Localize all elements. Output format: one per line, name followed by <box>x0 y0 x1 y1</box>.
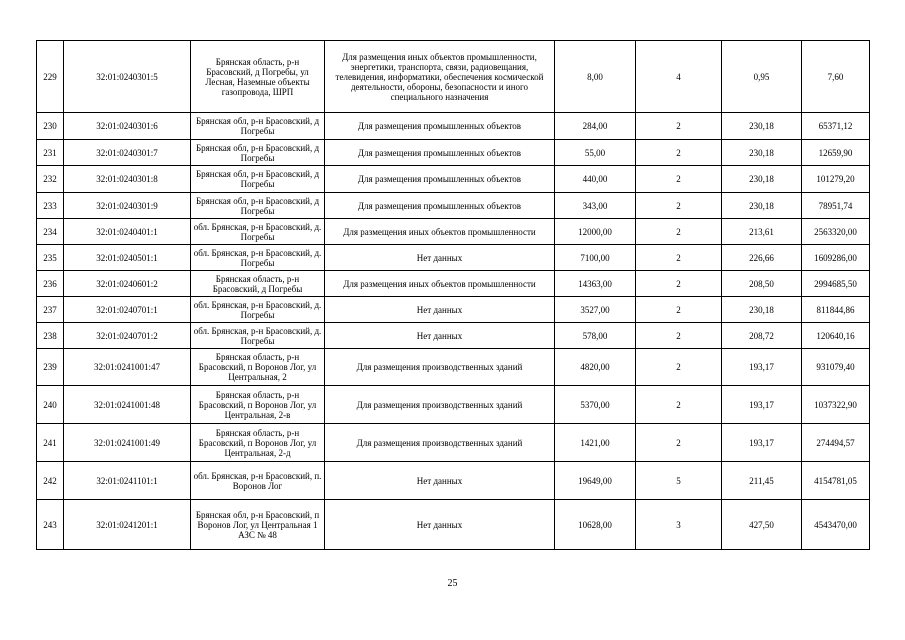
specific-value-cell: 230,18 <box>722 140 802 166</box>
cadastral-value-cell: 2563320,00 <box>802 219 870 245</box>
area-cell: 55,00 <box>555 140 636 166</box>
cadastral-value-cell: 4154781,05 <box>802 462 870 500</box>
address-cell: Брянская область, р-н Брасовский, д Погребы <box>191 271 325 297</box>
address-cell: обл. Брянская, р-н Брасовский, д. Погребы <box>191 245 325 271</box>
cadastral-value-cell: 7,60 <box>802 41 870 113</box>
cadastral-number-cell: 32:01:0240301:8 <box>64 166 191 193</box>
address-cell: Брянская обл, р-н Брасовский, п Воронов Лог, ул Центральная 1 АЗС № 48 <box>191 500 325 550</box>
address-cell: Брянская обл, р-н Брасовский, д Погребы <box>191 140 325 166</box>
permitted-use-cell: Для размещения промышленных объектов <box>325 166 555 193</box>
row-number-cell: 236 <box>37 271 64 297</box>
permitted-use-cell: Нет данных <box>325 323 555 349</box>
group-cell: 2 <box>636 297 722 323</box>
row-number-cell: 233 <box>37 193 64 219</box>
row-number-cell: 232 <box>37 166 64 193</box>
address-cell: Брянская область, р-н Брасовский, п Воронов Лог, ул Центральная, 2-в <box>191 386 325 424</box>
cadastral-value-table <box>36 40 870 550</box>
specific-value-cell: 230,18 <box>722 193 802 219</box>
table-row <box>37 323 870 349</box>
cadastral-value-cell: 1037322,90 <box>802 386 870 424</box>
cadastral-number-cell: 32:01:0240301:9 <box>64 193 191 219</box>
group-cell: 2 <box>636 193 722 219</box>
row-number-cell: 242 <box>37 462 64 500</box>
cadastral-value-cell: 101279,20 <box>802 166 870 193</box>
specific-value-cell: 230,18 <box>722 166 802 193</box>
address-cell: Брянская область, р-н Брасовский, п Воронов Лог, ул Центральная, 2 <box>191 349 325 386</box>
area-cell: 440,00 <box>555 166 636 193</box>
specific-value-cell: 208,72 <box>722 323 802 349</box>
cadastral-number-cell: 32:01:0241001:48 <box>64 386 191 424</box>
permitted-use-cell: Для размещения иных объектов промышленности <box>325 271 555 297</box>
cadastral-number-cell: 32:01:0241001:49 <box>64 424 191 462</box>
cadastral-number-cell: 32:01:0241101:1 <box>64 462 191 500</box>
address-cell: обл. Брянская, р-н Брасовский, д. Погребы <box>191 323 325 349</box>
row-number-cell: 240 <box>37 386 64 424</box>
specific-value-cell: 0,95 <box>722 41 802 113</box>
permitted-use-cell: Для размещения производственных зданий <box>325 424 555 462</box>
group-cell: 4 <box>636 41 722 113</box>
table-row <box>37 193 870 219</box>
table-row <box>37 113 870 140</box>
address-cell: обл. Брянская, р-н Брасовский, п. Воронов Лог <box>191 462 325 500</box>
specific-value-cell: 230,18 <box>722 297 802 323</box>
table-row <box>37 462 870 500</box>
row-number-cell: 234 <box>37 219 64 245</box>
group-cell: 2 <box>636 219 722 245</box>
area-cell: 284,00 <box>555 113 636 140</box>
area-cell: 3527,00 <box>555 297 636 323</box>
permitted-use-cell: Для размещения иных объектов промышленности <box>325 219 555 245</box>
address-cell: Брянская область, р-н Брасовский, п Воронов Лог, ул Центральная, 2-д <box>191 424 325 462</box>
row-number-cell: 238 <box>37 323 64 349</box>
specific-value-cell: 427,50 <box>722 500 802 550</box>
cadastral-value-cell: 4543470,00 <box>802 500 870 550</box>
cadastral-number-cell: 32:01:0240401:1 <box>64 219 191 245</box>
table-row <box>37 500 870 550</box>
group-cell: 2 <box>636 349 722 386</box>
address-cell: обл. Брянская, р-н Брасовский, д. Погребы <box>191 297 325 323</box>
table-row <box>37 41 870 113</box>
cadastral-value-cell: 274494,57 <box>802 424 870 462</box>
row-number-cell: 241 <box>37 424 64 462</box>
cadastral-value-cell: 78951,74 <box>802 193 870 219</box>
permitted-use-cell: Для размещения промышленных объектов <box>325 193 555 219</box>
cadastral-value-cell: 2994685,50 <box>802 271 870 297</box>
table-row <box>37 349 870 386</box>
row-number-cell: 231 <box>37 140 64 166</box>
cadastral-number-cell: 32:01:0241001:47 <box>64 349 191 386</box>
table-row <box>37 297 870 323</box>
permitted-use-cell: Для размещения производственных зданий <box>325 386 555 424</box>
area-cell: 8,00 <box>555 41 636 113</box>
group-cell: 2 <box>636 424 722 462</box>
area-cell: 1421,00 <box>555 424 636 462</box>
permitted-use-cell: Для размещения производственных зданий <box>325 349 555 386</box>
permitted-use-cell: Нет данных <box>325 297 555 323</box>
cadastral-value-cell: 65371,12 <box>802 113 870 140</box>
group-cell: 2 <box>636 140 722 166</box>
group-cell: 2 <box>636 113 722 140</box>
permitted-use-cell: Для размещения промышленных объектов <box>325 113 555 140</box>
specific-value-cell: 193,17 <box>722 386 802 424</box>
group-cell: 2 <box>636 323 722 349</box>
table-body <box>37 41 870 550</box>
cadastral-value-cell: 811844,86 <box>802 297 870 323</box>
specific-value-cell: 226,66 <box>722 245 802 271</box>
row-number-cell: 235 <box>37 245 64 271</box>
permitted-use-cell: Нет данных <box>325 500 555 550</box>
specific-value-cell: 208,50 <box>722 271 802 297</box>
address-cell: Брянская обл, р-н Брасовский, д Погребы <box>191 166 325 193</box>
group-cell: 3 <box>636 500 722 550</box>
table-row <box>37 219 870 245</box>
address-cell: Брянская обл, р-н Брасовский, д Погребы <box>191 193 325 219</box>
address-cell: Брянская обл, р-н Брасовский, д Погребы <box>191 113 325 140</box>
cadastral-number-cell: 32:01:0240301:7 <box>64 140 191 166</box>
cadastral-value-cell: 931079,40 <box>802 349 870 386</box>
table-row <box>37 386 870 424</box>
table-row <box>37 271 870 297</box>
specific-value-cell: 230,18 <box>722 113 802 140</box>
group-cell: 2 <box>636 166 722 193</box>
group-cell: 2 <box>636 386 722 424</box>
cadastral-number-cell: 32:01:0241201:1 <box>64 500 191 550</box>
row-number-cell: 243 <box>37 500 64 550</box>
address-cell: Брянская область, р-н Брасовский, д Погребы, ул Лесная, Наземные объекты газопровода, ШРП <box>191 41 325 113</box>
permitted-use-cell: Нет данных <box>325 245 555 271</box>
page-number: 25 <box>447 578 458 589</box>
row-number-cell: 239 <box>37 349 64 386</box>
cadastral-number-cell: 32:01:0240701:2 <box>64 323 191 349</box>
table-row <box>37 166 870 193</box>
cadastral-number-cell: 32:01:0240501:1 <box>64 245 191 271</box>
specific-value-cell: 193,17 <box>722 349 802 386</box>
cadastral-number-cell: 32:01:0240701:1 <box>64 297 191 323</box>
group-cell: 2 <box>636 271 722 297</box>
specific-value-cell: 193,17 <box>722 424 802 462</box>
specific-value-cell: 211,45 <box>722 462 802 500</box>
area-cell: 578,00 <box>555 323 636 349</box>
area-cell: 5370,00 <box>555 386 636 424</box>
table-row <box>37 424 870 462</box>
group-cell: 5 <box>636 462 722 500</box>
cadastral-value-cell: 12659,90 <box>802 140 870 166</box>
row-number-cell: 230 <box>37 113 64 140</box>
permitted-use-cell: Нет данных <box>325 462 555 500</box>
row-number-cell: 237 <box>37 297 64 323</box>
cadastral-number-cell: 32:01:0240301:5 <box>64 41 191 113</box>
cadastral-number-cell: 32:01:0240601:2 <box>64 271 191 297</box>
address-cell: обл. Брянская, р-н Брасовский, д. Погребы <box>191 219 325 245</box>
area-cell: 14363,00 <box>555 271 636 297</box>
area-cell: 12000,00 <box>555 219 636 245</box>
cadastral-value-cell: 1609286,00 <box>802 245 870 271</box>
area-cell: 10628,00 <box>555 500 636 550</box>
area-cell: 7100,00 <box>555 245 636 271</box>
table-row <box>37 245 870 271</box>
area-cell: 343,00 <box>555 193 636 219</box>
permitted-use-cell: Для размещения иных объектов промышленности, энергетики, транспорта, связи, радиовещания, телевидения, информатики, обеспечения космической деятельности, обороны, безопасности и иного специального назначения <box>325 41 555 113</box>
cadastral-number-cell: 32:01:0240301:6 <box>64 113 191 140</box>
cadastral-value-cell: 120640,16 <box>802 323 870 349</box>
group-cell: 2 <box>636 245 722 271</box>
specific-value-cell: 213,61 <box>722 219 802 245</box>
area-cell: 19649,00 <box>555 462 636 500</box>
permitted-use-cell: Для размещения промышленных объектов <box>325 140 555 166</box>
row-number-cell: 229 <box>37 41 64 113</box>
area-cell: 4820,00 <box>555 349 636 386</box>
table-row <box>37 140 870 166</box>
